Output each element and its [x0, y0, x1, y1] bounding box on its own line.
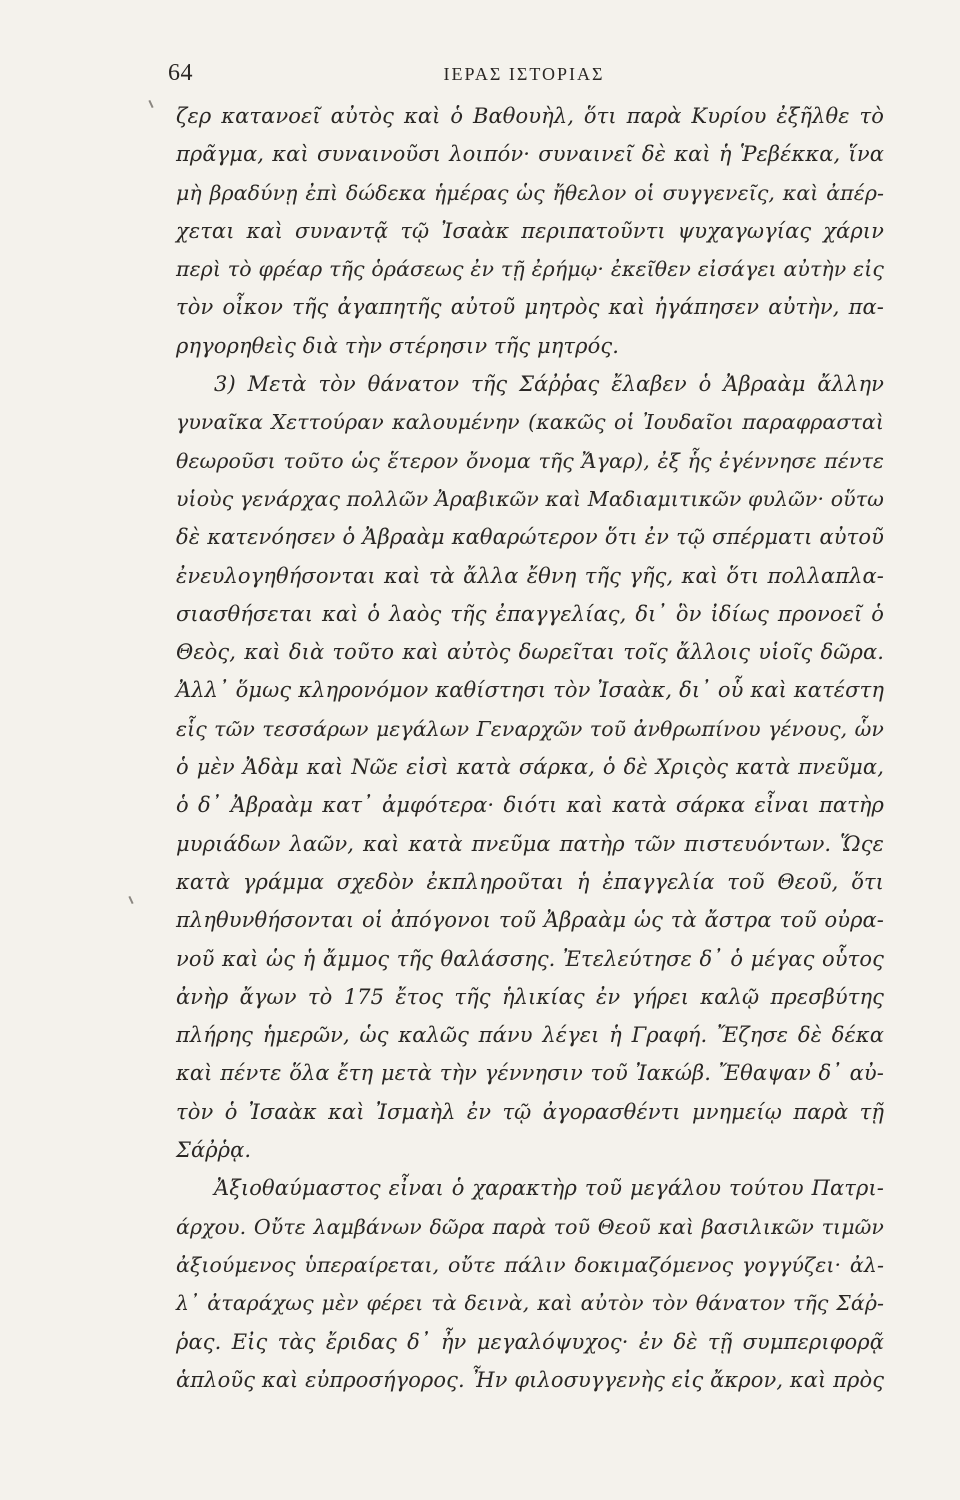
- text-line: πρᾶγμα, καὶ συναινοῦσι λοιπόν· συναινεῖ δὲ καὶ ἡ Ῥεβέκκα, ἵνα: [176, 142, 884, 167]
- text-line: ῥας. Εἰς τὰς ἔριδας δ᾽ ἦν μεγαλόψυχος· ἐν δὲ τῇ συμπεριφορᾷ: [176, 1329, 884, 1354]
- text-line: πληθυνθήσονται οἱ ἀπόγονοι τοῦ Ἀβραὰμ ὡς τὰ ἄστρα τοῦ οὐρα-: [176, 908, 884, 933]
- text-line: χεται καὶ συναντᾷ τῷ Ἰσαὰκ περιπατοῦντι ψυχαγωγίας χάριν: [176, 218, 884, 243]
- text-line: δὲ κατενόησεν ὁ Ἀβραὰμ καθαρώτερον ὅτι ἐν τῷ σπέρματι αὐτοῦ: [176, 525, 884, 550]
- text-line: ὁ μὲν Ἀδὰμ καὶ Νῶε εἰσὶ κατὰ σάρκα, ὁ δὲ Χριςὸς κατὰ πνεῦμα,: [176, 755, 884, 780]
- text-line: περὶ τὸ φρέαρ τῆς ὁράσεως ἐν τῇ ἐρήμῳ· ἐκεῖθεν εἰσάγει αὐτὴν εἰς: [176, 257, 884, 282]
- text-line: ἐνευλογηθήσονται καὶ τὰ ἄλλα ἔθνη τῆς γῆς, καὶ ὅτι πολλαπλα-: [176, 563, 884, 588]
- text-line: σιασθήσεται καὶ ὁ λαὸς τῆς ἐπαγγελίας, δι᾽ ὃν ἰδίως προνοεῖ ὁ: [176, 601, 884, 626]
- text-line: εἷς τῶν τεσσάρων μεγάλων Γεναρχῶν τοῦ ἀνθρωπίνου γένους, ὧν: [176, 716, 884, 741]
- text-line: θεωροῦσι τοῦτο ὡς ἕτερον ὄνομα τῆς Ἄγαρ), ἐξ ἧς ἐγέννησε πέντε: [176, 448, 884, 473]
- text-line: μὴ βραδύνῃ ἐπὶ δώδεκα ἡμέρας ὡς ἤθελον οἱ συγγενεῖς, καὶ ἀπέρ-: [176, 180, 884, 205]
- text-line: Ἀξιοθαύμαστος εἶναι ὁ χαρακτὴρ τοῦ μεγάλου τούτου Πατρι-: [214, 1176, 884, 1201]
- text-line: ἀνὴρ ἄγων τὸ 175 ἔτος τῆς ἡλικίας ἐν γήρει καλῷ πρεσβύτης: [176, 984, 884, 1009]
- text-line: άρχου. Οὔτε λαμβάνων δῶρα παρὰ τοῦ Θεοῦ καὶ βασιλικῶν τιμῶν: [176, 1214, 884, 1239]
- text-line: υἱοὺς γενάρχας πολλῶν Ἀραβικῶν καὶ Μαδιαμιτικῶν φυλῶν· οὕτω: [176, 486, 884, 511]
- text-line: νοῦ καὶ ὡς ἡ ἄμμος τῆς θαλάσσης. Ἐτελεύτησε δ᾽ ὁ μέγας οὗτος: [176, 946, 884, 971]
- text-line: τὸν οἶκον τῆς ἀγαπητῆς αὐτοῦ μητρὸς καὶ ἠγάπησεν αὐτὴν, πα-: [176, 295, 884, 320]
- text-line: ἀξιούμενος ὑπεραίρεται, οὔτε πάλιν δοκιμαζόμενος γογγύζει· ἀλ-: [176, 1252, 884, 1277]
- text-line: λ᾽ ἀταράχως μὲν φέρει τὰ δεινὰ, καὶ αὐτὸν τὸν θάνατον τῆς Σάῤ-: [176, 1291, 884, 1316]
- text-line: τὸν ὁ Ἰσαὰκ καὶ Ἰσμαὴλ ἐν τῷ ἀγορασθέντι μνημείῳ παρὰ τῇ: [176, 1099, 884, 1124]
- text-line: ἁπλοῦς καὶ εὐπροσήγορος. Ἦν φιλοσυγγενὴς εἰς ἄκρον, καὶ πρὸς: [176, 1367, 885, 1392]
- text-line: πλήρης ἡμερῶν, ὡς καλῶς πάνυ λέγει ἡ Γραφή. Ἔζησε δὲ δέκα: [176, 1023, 884, 1048]
- text-line: γυναῖκα Χεττούραν καλουμένην (κακῶς οἱ Ἰουδαῖοι παραφρασταὶ: [176, 410, 884, 435]
- text-line: Σάῤῥᾳ.: [176, 1138, 252, 1163]
- text-line: ρηγορηθεὶς διὰ τὴν στέρησιν τῆς μητρός.: [176, 333, 619, 358]
- ink-speck: [148, 100, 153, 108]
- text-line: ὁ δ᾽ Ἀβραὰμ κατ᾽ ἀμφότερα· διότι καὶ κατὰ σάρκα εἶναι πατὴρ: [176, 793, 884, 818]
- body-text: [176, 97, 884, 1399]
- text-line: καὶ πέντε ὅλα ἔτη μετὰ τὴν γέννησιν τοῦ Ἰακώβ. Ἔθαψαν δ᾽ αὐ-: [176, 1061, 884, 1086]
- page-header: [168, 60, 880, 92]
- running-head: ΙΕΡΑΣ ΙΣΤΟΡΙΑΣ: [443, 64, 605, 84]
- text-line: μυριάδων λαῶν, καὶ κατὰ πνεῦμα πατὴρ τῶν πιστευόντων. Ὥςε: [176, 831, 884, 856]
- text-line: Ἀλλ᾽ ὅμως κληρονόμον καθίστησι τὸν Ἰσαὰκ, δι᾽ οὗ καὶ κατέστη: [176, 678, 884, 703]
- text-line: ζερ κατανοεῖ αὐτὸς καὶ ὁ Βαθουὴλ, ὅτι παρὰ Κυρίου ἐξῆλθε τὸ: [176, 104, 884, 128]
- text-line: κατὰ γράμμα σχεδὸν ἐκπληροῦται ἡ ἐπαγγελία τοῦ Θεοῦ, ὅτι: [176, 869, 884, 894]
- text-line: 3) Μετὰ τὸν θάνατον τῆς Σάῤῥας ἔλαβεν ὁ Ἀβραὰμ ἄλλην: [214, 372, 884, 397]
- ink-speck: [128, 896, 133, 904]
- text-line: Θεὸς, καὶ διὰ τοῦτο καὶ αὐτὸς δωρεῖται τοῖς ἄλλοις υἱοῖς δῶρα.: [176, 640, 884, 665]
- page-number: 64: [168, 60, 193, 86]
